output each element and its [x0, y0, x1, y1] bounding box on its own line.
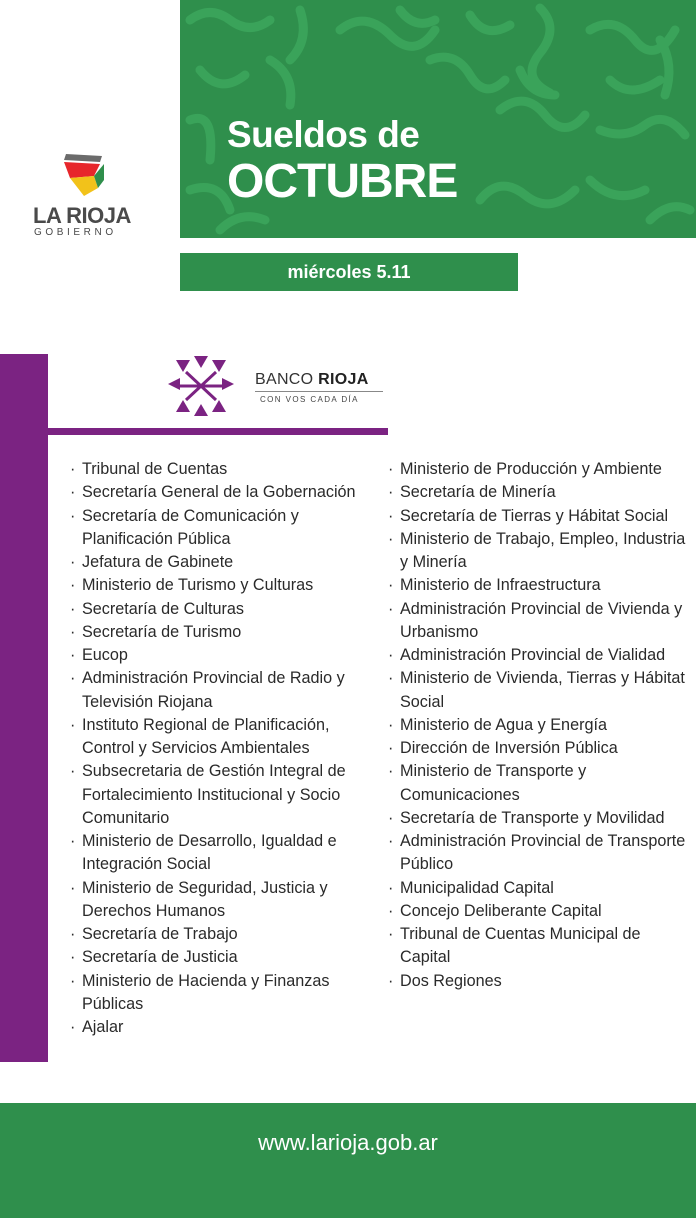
list-item: · Secretaría de Minería	[388, 481, 688, 504]
list-item: · Secretaría de Justicia	[70, 946, 370, 969]
list-item: · Eucop	[70, 644, 370, 667]
list-item: · Secretaría de Tierras y Hábitat Social	[388, 505, 688, 528]
list-item: · Ministerio de Producción y Ambiente	[388, 458, 688, 481]
list-item: · Municipalidad Capital	[388, 877, 688, 900]
list-item: · Secretaría de Comunicación y Planificación Pública	[70, 505, 370, 552]
list-item: · Dirección de Inversión Pública	[388, 737, 688, 760]
date-banner	[180, 253, 518, 291]
list-item: · Administración Provincial de Vialidad	[388, 644, 688, 667]
list-item: · Ministerio de Trabajo, Empleo, Industria y Minería	[388, 528, 688, 575]
hero-banner	[180, 0, 696, 238]
banco-rioja-logo-icon	[166, 354, 236, 420]
purple-side-bar	[0, 354, 48, 1062]
list-item: · Subsecretaria de Gestión Integral de Fortalecimiento Institucional y Socio Comunitario	[70, 760, 370, 830]
list-item: · Ministerio de Agua y Energía	[388, 714, 688, 737]
bank-name-regular: BANCO	[255, 371, 319, 388]
list-item: · Ministerio de Transporte y Comunicaciones	[388, 760, 688, 807]
bank-tagline: CON VOS CADA DÍA	[260, 395, 359, 404]
list-item: · Secretaría de Culturas	[70, 598, 370, 621]
list-item: · Ministerio de Seguridad, Justicia y Derechos Humanos	[70, 877, 370, 924]
list-item: · Ministerio de Vivienda, Tierras y Hábitat Social	[388, 667, 688, 714]
list-item: · Ministerio de Infraestructura	[388, 574, 688, 597]
list-item: · Secretaría de Trabajo	[70, 923, 370, 946]
organism-list-right	[388, 458, 688, 993]
list-item: · Secretaría de Turismo	[70, 621, 370, 644]
hero-title-line1: Sueldos de	[227, 114, 420, 155]
list-item: · Administración Provincial de Vivienda y Urbanismo	[388, 598, 688, 645]
list-item: · Administración Provincial de Radio y Televisión Riojana	[70, 667, 370, 714]
hero-title-line2: OCTUBRE	[227, 155, 458, 208]
footer	[0, 1103, 696, 1218]
list-item: · Ajalar	[70, 1016, 370, 1039]
list-item: · Ministerio de Hacienda y Finanzas Públicas	[70, 970, 370, 1017]
list-item: · Tribunal de Cuentas Municipal de Capital	[388, 923, 688, 970]
bank-divider	[255, 391, 383, 392]
logo-title: LA RIOJA	[33, 203, 131, 228]
payment-date: miércoles 5.11	[287, 262, 411, 282]
list-item: · Instituto Regional de Planificación, Control y Servicios Ambientales	[70, 714, 370, 761]
website-link[interactable]: www.larioja.gob.ar	[258, 1130, 438, 1155]
bank-name	[255, 371, 369, 389]
organism-list-left	[70, 458, 370, 1039]
la-rioja-flag-logo-icon	[58, 150, 108, 202]
la-rioja-logo	[0, 0, 180, 290]
bank-name-bold: RIOJA	[318, 371, 369, 388]
divider	[180, 238, 696, 253]
list-item: · Dos Regiones	[388, 970, 688, 993]
list-item: · Ministerio de Turismo y Culturas	[70, 574, 370, 597]
list-item: · Secretaría de Transporte y Movilidad	[388, 807, 688, 830]
logo-subtitle: GOBIERNO	[34, 227, 117, 238]
purple-divider	[48, 428, 388, 435]
list-item: · Administración Provincial de Transporte Público	[388, 830, 688, 877]
list-item: · Concejo Deliberante Capital	[388, 900, 688, 923]
list-item: · Ministerio de Desarrollo, Igualdad e Integración Social	[70, 830, 370, 877]
list-item: · Jefatura de Gabinete	[70, 551, 370, 574]
list-item: · Tribunal de Cuentas	[70, 458, 370, 481]
list-item: · Secretaría General de la Gobernación	[70, 481, 370, 504]
